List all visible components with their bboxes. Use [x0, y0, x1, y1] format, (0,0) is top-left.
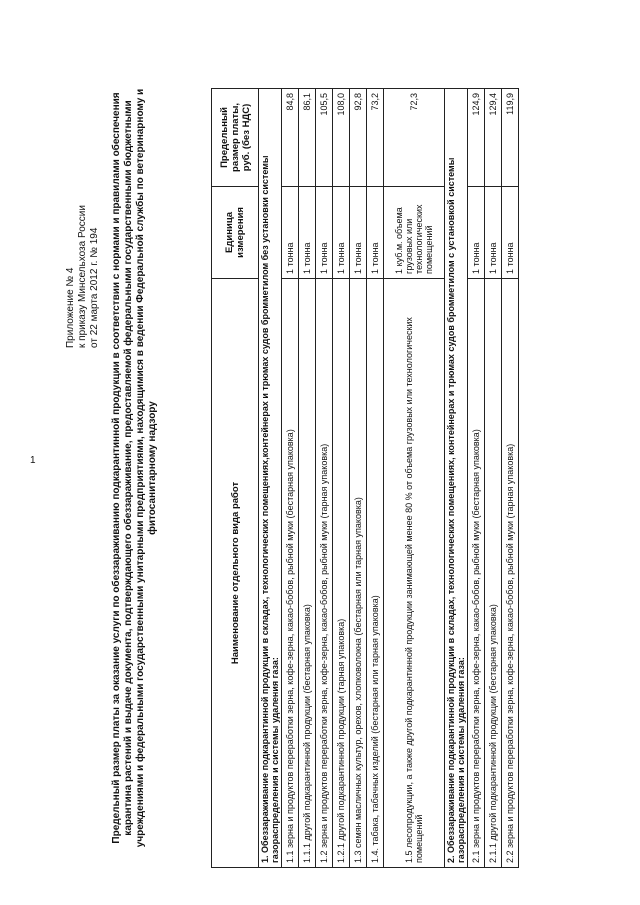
- appendix-line-2: к приказу Минсельхоза России: [77, 205, 88, 348]
- unit-cell: 1 тонна: [316, 186, 333, 278]
- table-section-row: [259, 89, 282, 868]
- table-section-row: [445, 89, 468, 868]
- column-header-unit: Единица измерения: [212, 186, 259, 278]
- table-row: [502, 89, 519, 868]
- page-number: 1: [30, 455, 36, 466]
- unit-cell: 1 тонна: [282, 186, 299, 278]
- table-row: [299, 89, 316, 868]
- work-name-cell: 1.4. табака, табачных изделий (бестарная или тарная упаковка): [367, 278, 384, 867]
- price-cell: 84,8: [282, 89, 299, 187]
- work-name-cell: 1.1 зерна и продуктов переработки зерна, кофе-зерна, какао-бобов, рыбной муки (бестарная упаковка): [282, 278, 299, 867]
- table-row: [350, 89, 367, 868]
- appendix-header: [65, 78, 101, 348]
- table-row: [367, 89, 384, 868]
- rotated-document: [65, 68, 625, 868]
- table-row: [316, 89, 333, 868]
- table-row: [468, 89, 485, 868]
- section-title: 2. Обеззараживание подкарантинной продукции в складах, технологических помещениях, контейнерах и трюмах судов бромметилом с установкой системы газораспределения и системы удаления газа:: [445, 89, 468, 868]
- price-cell: 73,2: [367, 89, 384, 187]
- work-name-cell: 2.1.1 другой подкарантинной продукции (бестарная упаковка): [485, 278, 502, 867]
- table-header-row: [212, 89, 259, 868]
- appendix-line-3: от 22 марта 2012 г. № 194: [89, 227, 100, 348]
- table-row: [282, 89, 299, 868]
- price-cell: 105,5: [316, 89, 333, 187]
- price-cell: 129,4: [485, 89, 502, 187]
- price-cell: 92,8: [350, 89, 367, 187]
- unit-cell: 1 тонна: [468, 186, 485, 278]
- work-name-cell: 1.2 зерна и продуктов переработки зерна, кофе-зерна, какао-бобов, рыбной муки (тарная упаковка): [316, 278, 333, 867]
- unit-cell: 1 тонна: [299, 186, 316, 278]
- unit-cell: 1 тонна: [502, 186, 519, 278]
- table-row: [333, 89, 350, 868]
- unit-cell: 1 куб.м. объема грузовых или технологических помещений: [384, 186, 445, 278]
- price-cell: 119,9: [502, 89, 519, 187]
- price-cell: 72,3: [384, 89, 445, 187]
- appendix-line-1: Приложение № 4: [65, 267, 76, 348]
- table-row: [485, 89, 502, 868]
- unit-cell: 1 тонна: [367, 186, 384, 278]
- work-name-cell: 1.2.1 другой подкарантинной продукции (тарная упаковка): [333, 278, 350, 867]
- column-header-name: Наименование отдельного вида работ: [212, 278, 259, 867]
- unit-cell: 1 тонна: [333, 186, 350, 278]
- work-name-cell: 1.5 лесопродукции, а также другой подкарантинной продукции занимающей менее 80 % от объема грузовых или технологических помещений: [384, 278, 445, 867]
- price-cell: 108,0: [333, 89, 350, 187]
- price-cell: 86,1: [299, 89, 316, 187]
- column-header-price: Предельный размер платы, руб. (без НДС): [212, 89, 259, 187]
- work-name-cell: 2.2 зерна и продуктов переработки зерна, кофе-зерна, какао-бобов, рыбной муки (тарная упаковка): [502, 278, 519, 867]
- table-body: [259, 89, 519, 868]
- table-row: [384, 89, 445, 868]
- price-cell: 124,9: [468, 89, 485, 187]
- work-name-cell: 1.1.1 другой подкарантинной продукции (бестарная упаковка): [299, 278, 316, 867]
- price-table: [211, 88, 519, 868]
- unit-cell: 1 тонна: [350, 186, 367, 278]
- section-title: 1. Обеззараживание подкарантинной продукции в складах, технологических помещениях,контейнерах и трюмах судов бромметилом без установки системы газораспределения и системы удаления газа:: [259, 89, 282, 868]
- work-name-cell: 2.1 зерна и продуктов переработки зерна, кофе-зерна, какао-бобов, рыбной муки (бестарная упаковка): [468, 278, 485, 867]
- unit-cell: 1 тонна: [485, 186, 502, 278]
- work-name-cell: 1.3 семян масличных культур, орехов, хлопковолокна (бестарная или тарная упаковка): [350, 278, 367, 867]
- document-title: Предельный размер платы за оказание услуги по обеззараживанию подкарантинной продукции в соответствии с нормами и правилами обеспечения карантина растений и выдаче документа, подтверждающего обеззараживание, предоставляемой федеральными государственными бюджетными учреждениями и федеральными государственными унитарными предприятиями, находящимися в ведении Федеральной службы по ветеринарному и фитосанитарному надзору: [111, 88, 158, 848]
